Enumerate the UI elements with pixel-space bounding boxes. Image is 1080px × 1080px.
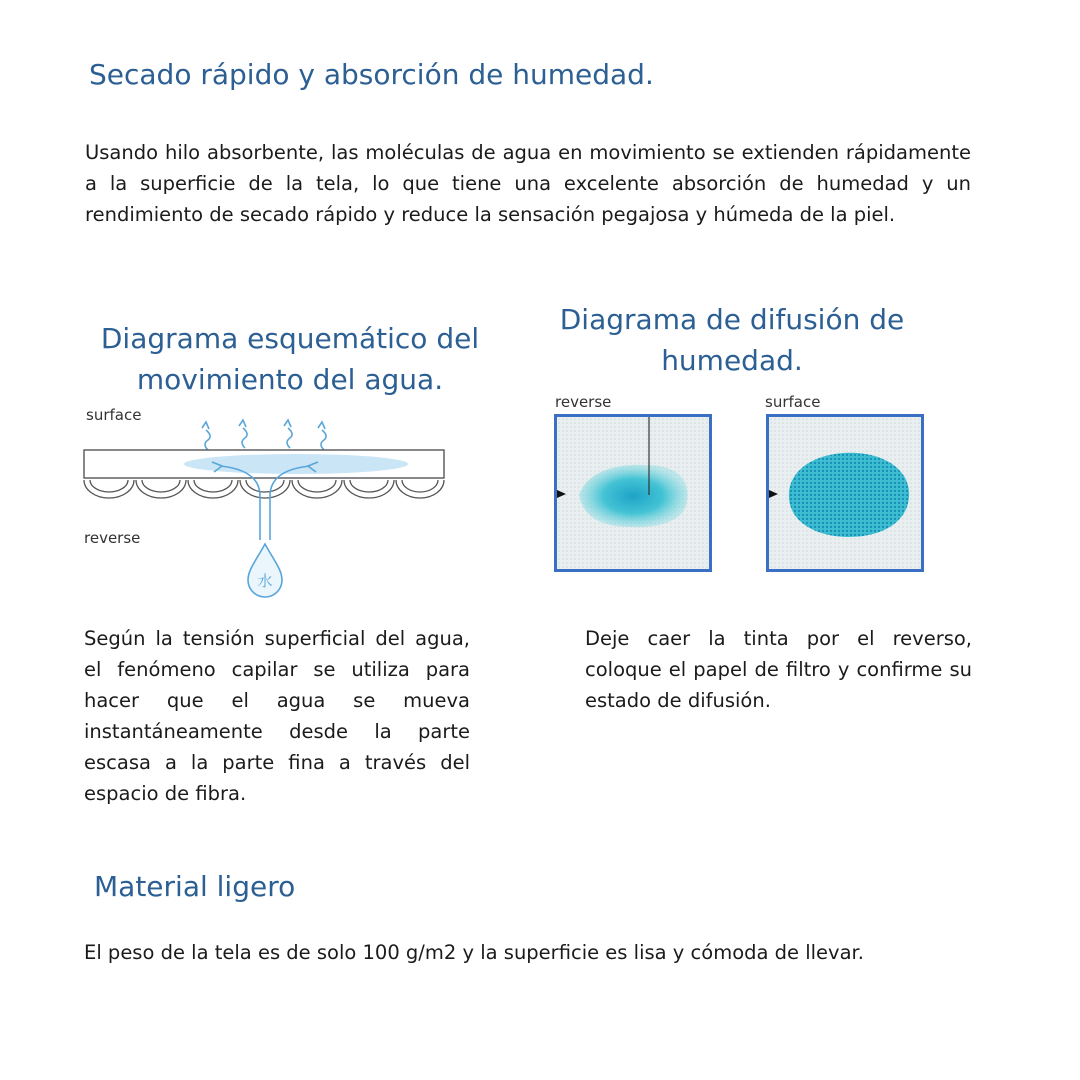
- left-diagram-title-line2: movimiento del agua.: [136, 363, 444, 396]
- water-drop-glyph: 水: [257, 572, 273, 590]
- section-title-lightweight: Material ligero: [94, 870, 296, 903]
- section-body-lightweight: El peso de la tela es de solo 100 g/m2 y la superficie es lisa y cómoda de llevar.: [84, 941, 864, 964]
- surface-diffusion-photo: [766, 414, 924, 572]
- water-movement-diagram: [80, 418, 450, 600]
- right-diagram-description: Deje caer la tinta por el reverso, coloque el papel de filtro y confirme su estado de difusión.: [585, 627, 972, 712]
- left-label-surface: surface: [86, 406, 142, 424]
- right-label-reverse: reverse: [555, 393, 612, 411]
- section-title-quick-dry: Secado rápido y absorción de humedad.: [89, 58, 654, 91]
- left-diagram-title-line1: Diagrama esquemático del: [100, 322, 480, 355]
- right-diagram-title-line2: humedad.: [661, 344, 803, 377]
- reverse-ink-stain: [557, 417, 709, 569]
- right-diagram-title-line1: Diagrama de difusión de: [559, 303, 905, 336]
- vapor-arrows: [202, 420, 326, 450]
- fabric-loops: [84, 480, 444, 498]
- left-label-reverse: reverse: [84, 529, 141, 547]
- left-diagram-title: [80, 318, 500, 400]
- right-diagram-title: [532, 299, 932, 381]
- left-diagram-description: Según la tensión superficial del agua, el fenómeno capilar se utiliza para hacer que el agua se mueva instantáneamente desde la parte escasa a la parte fina a través del espacio de fibra.: [84, 627, 470, 805]
- reverse-diffusion-photo: [554, 414, 712, 572]
- surface-ink-stain: [769, 417, 921, 569]
- section-body-quick-dry: Usando hilo absorbente, las moléculas de agua en movimiento se extienden rápidamente a la superficie de la tela, lo que tiene una excelente absorción de humedad y un rendimiento de secado rápido y reduce la sensación pegajosa y húmeda de la piel.: [85, 141, 971, 226]
- right-label-surface: surface: [765, 393, 821, 411]
